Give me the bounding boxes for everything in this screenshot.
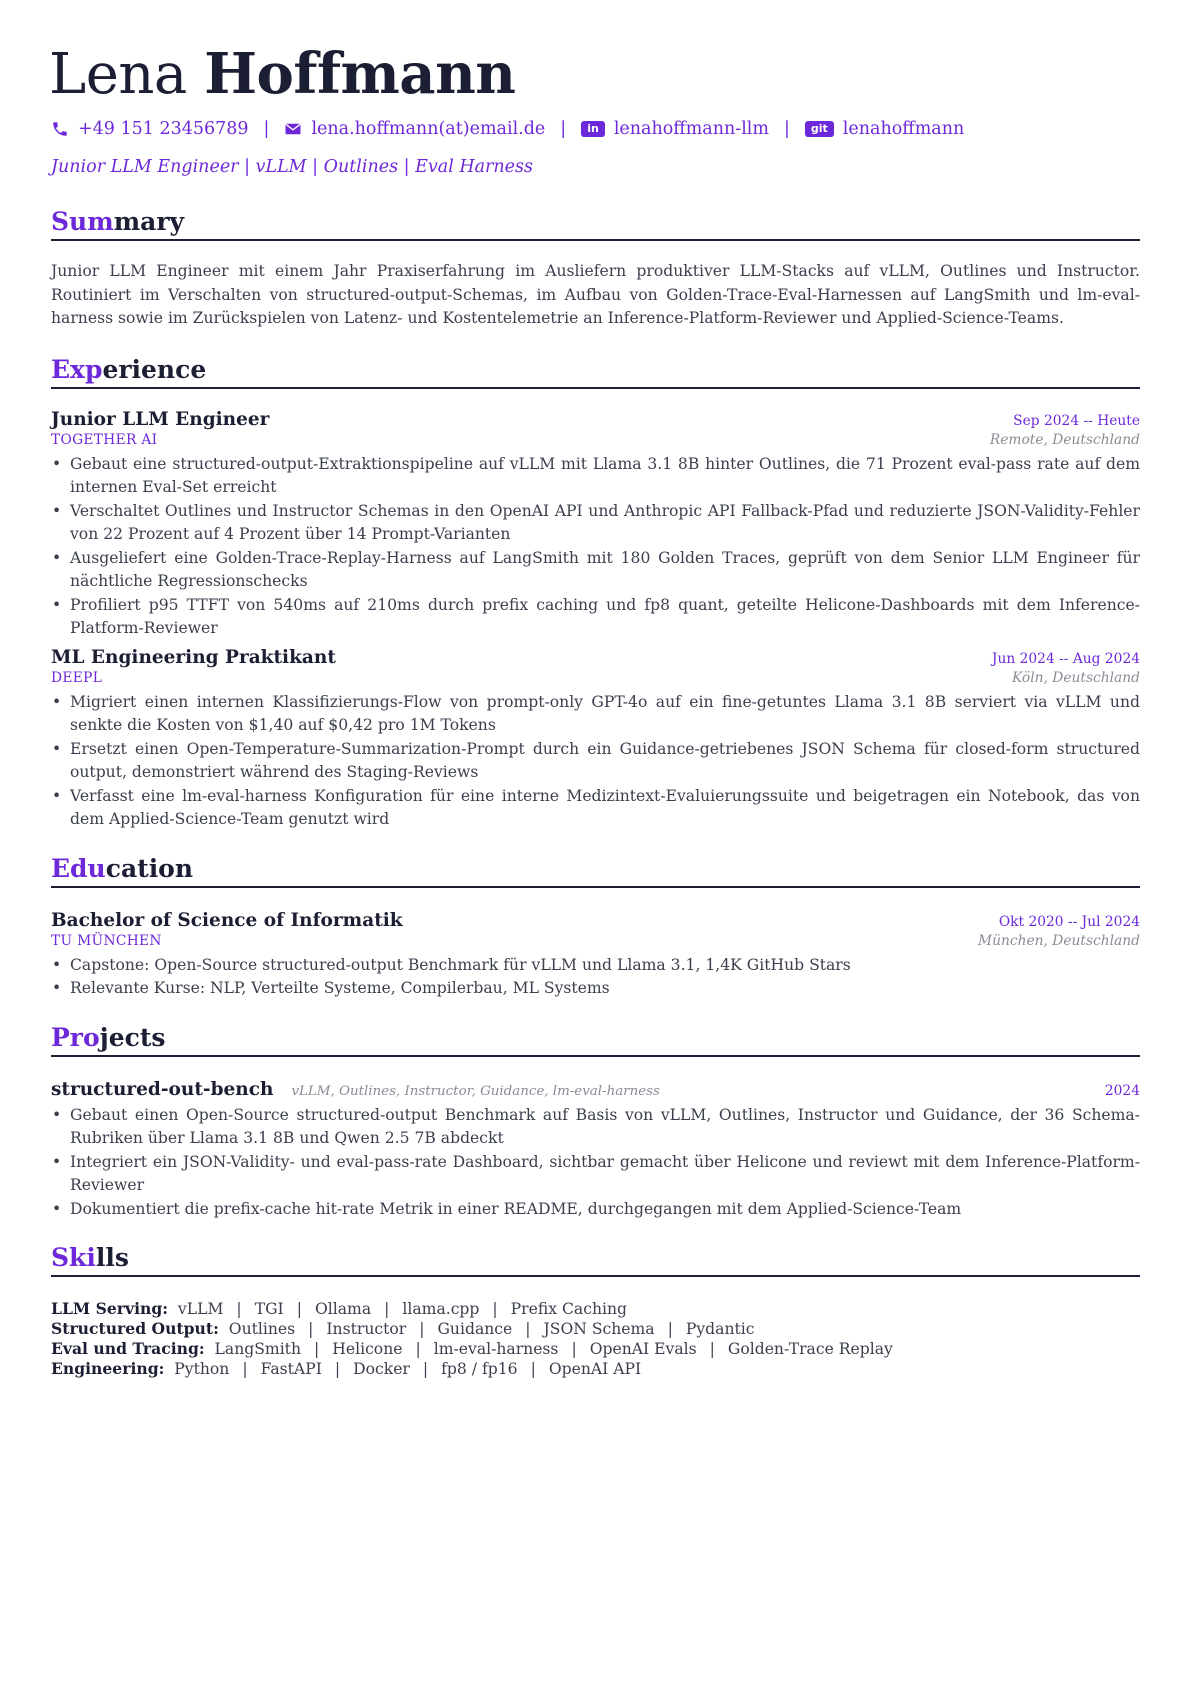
skill-row <box>51 1299 1140 1319</box>
list-item: • Ersetzt einen Open-Temperature-Summarization-Prompt durch ein Guidance-getriebenes JSON Schema für closed-form structured output, demonstriert während des Staging-Reviews <box>51 738 1140 785</box>
list-item: • Relevante Kurse: NLP, Verteilte Systeme, Compilerbau, ML Systems <box>51 977 1140 1001</box>
skills-section <box>51 1243 1140 1379</box>
skill-item: TGI <box>254 1300 284 1318</box>
linkedin-contact[interactable] <box>581 119 769 139</box>
list-item: • Profiliert p95 TTFT von 540ms auf 210ms durch prefix caching und fp8 quant, geteilte Helicone-Dashboards mit dem Inference-Platform-Reviewer <box>51 594 1140 641</box>
skill-item: Docker <box>353 1360 410 1378</box>
list-item: • Integriert ein JSON-Validity- und eval-pass-rate Dashboard, sichtbar gemacht über Helicone und reviewt mit dem Inference-Platform-Reviewer <box>51 1151 1140 1198</box>
contact-line <box>51 119 1140 139</box>
skill-item: Helicone <box>332 1340 403 1358</box>
job-title: Junior LLM Engineer <box>51 408 270 430</box>
company-name: DEEPL <box>51 669 103 686</box>
experience-entry <box>51 647 1140 832</box>
experience-entry <box>51 409 1140 641</box>
section-heading: Summary <box>51 207 1140 241</box>
skill-item: Outlines <box>228 1320 296 1338</box>
skill-item: Pydantic <box>685 1320 755 1338</box>
contact-separator: | <box>560 119 567 139</box>
skill-separator: | <box>571 1340 577 1358</box>
skill-separator: | <box>530 1360 536 1378</box>
skill-row <box>51 1339 1140 1359</box>
candidate-name <box>49 41 1140 107</box>
skill-item: Golden-Trace Replay <box>727 1340 893 1358</box>
section-heading: Skills <box>51 1243 1140 1277</box>
tagline: Junior LLM Engineer | vLLM | Outlines | Eval Harness <box>51 157 534 177</box>
skill-item: LangSmith <box>214 1340 301 1358</box>
skill-separator: | <box>419 1320 425 1338</box>
summary-section <box>51 207 1140 331</box>
education-bullets <box>51 954 1140 1001</box>
phone-contact[interactable] <box>51 119 249 139</box>
list-item: • Ausgeliefert eine Golden-Trace-Replay-Harness auf LangSmith mit 180 Golden Traces, geprüft von dem Senior LLM Engineer für nächtliche Regressionschecks <box>51 547 1140 594</box>
skill-item: Ollama <box>314 1300 372 1318</box>
education-section <box>51 854 1140 1001</box>
skill-item: lm-eval-harness <box>433 1340 559 1358</box>
projects-section <box>51 1023 1140 1222</box>
education-date: Okt 2020 -- Jul 2024 <box>998 913 1140 930</box>
github-handle: lenahoffmann <box>842 119 965 139</box>
project-entry <box>51 1079 1140 1222</box>
skill-category: LLM Serving: <box>51 1299 168 1318</box>
skill-separator: | <box>242 1360 248 1378</box>
list-item: • Verfasst eine lm-eval-harness Konfiguration für eine interne Medizintext-Evaluierungssuite und beigetragen ein Notebook, das von dem Applied-Science-Team genutzt wird <box>51 785 1140 832</box>
envelope-icon <box>284 120 302 138</box>
section-heading: Education <box>51 854 1140 888</box>
degree-title: Bachelor of Science of Informatik <box>51 909 403 931</box>
project-date: 2024 <box>1104 1082 1140 1099</box>
skill-separator: | <box>525 1320 531 1338</box>
skill-separator: | <box>334 1360 341 1378</box>
skill-category: Structured Output: <box>51 1319 219 1338</box>
skill-item: OpenAI API <box>548 1360 642 1378</box>
school-name: TU MÜNCHEN <box>51 932 162 949</box>
skill-item: Python <box>174 1360 230 1378</box>
skill-separator: | <box>492 1300 498 1318</box>
contact-separator: | <box>263 119 270 139</box>
job-bullets <box>51 691 1140 832</box>
list-item: • Dokumentiert die prefix-cache hit-rate Metrik in einer README, durchgegangen mit dem Applied-Science-Team <box>51 1198 1140 1222</box>
experience-section <box>51 355 1140 832</box>
job-location: Remote, Deutschland <box>989 431 1140 448</box>
github-contact[interactable] <box>805 119 964 139</box>
skill-category: Eval und Tracing: <box>51 1339 205 1358</box>
skill-separator: | <box>384 1300 390 1318</box>
company-name: TOGETHER AI <box>51 431 158 448</box>
skill-item: FastAPI <box>260 1360 322 1378</box>
skill-row <box>51 1319 1140 1339</box>
list-item: • Verschaltet Outlines und Instructor Schemas in den OpenAI API und Anthropic API Fallback-Pfad und reduzierte JSON-Validity-Fehler von 22 Prozent auf 4 Prozent über 14 Prompt-Varianten <box>51 500 1140 547</box>
git-icon: git <box>805 121 834 137</box>
skill-separator: | <box>308 1320 314 1338</box>
phone-number: +49 151 23456789 <box>78 119 249 139</box>
last-name: Hoffmann <box>204 41 516 107</box>
skill-item: llama.cpp <box>402 1300 480 1318</box>
skill-separator: | <box>236 1300 242 1318</box>
first-name: Lena <box>49 42 187 107</box>
skill-item: JSON Schema <box>543 1320 655 1338</box>
job-date: Jun 2024 -- Aug 2024 <box>991 650 1140 667</box>
contact-separator: | <box>783 119 790 139</box>
job-date: Sep 2024 -- Heute <box>1013 412 1140 429</box>
skill-separator: | <box>709 1340 715 1358</box>
skill-item: fp8 / fp16 <box>441 1360 518 1378</box>
job-title: ML Engineering Praktikant <box>51 646 336 668</box>
skill-item: Instructor <box>326 1320 407 1338</box>
skill-separator: | <box>415 1340 421 1358</box>
job-bullets <box>51 453 1140 641</box>
skill-separator: | <box>667 1320 673 1338</box>
project-tech: vLLM, Outlines, Instructor, Guidance, lm-eval-harness <box>291 1083 660 1099</box>
section-heading: Experience <box>51 355 1140 389</box>
skill-category: Engineering: <box>51 1359 165 1378</box>
skill-separator: | <box>314 1340 320 1358</box>
skill-separator: | <box>422 1360 429 1378</box>
job-location: Köln, Deutschland <box>1011 669 1140 686</box>
skill-item: Guidance <box>437 1320 513 1338</box>
list-item: • Gebaut eine structured-output-Extraktionspipeline auf vLLM mit Llama 3.1 8B hinter Outlines, die 71 Prozent eval-pass rate auf dem internen Eval-Set erreicht <box>51 453 1140 500</box>
email-address: lena.hoffmann(at)email.de <box>311 119 546 139</box>
school-location: München, Deutschland <box>977 932 1140 949</box>
phone-icon <box>51 120 69 138</box>
education-entry <box>51 910 1140 1001</box>
project-bullets <box>51 1104 1140 1222</box>
skill-row <box>51 1359 1140 1379</box>
list-item: • Migriert einen internen Klassifizierungs-Flow von prompt-only GPT-4o auf ein fine-getuntes Llama 3.1 8B serviert via vLLM und senkte die Kosten von $1,40 auf $0,42 pro 1M Tokens <box>51 691 1140 738</box>
list-item: • Gebaut einen Open-Source structured-output Benchmark auf Basis von vLLM, Outlines, Instructor und Guidance, der 36 Schema-Rubriken über Llama 3.1 8B und Qwen 2.5 7B abdeckt <box>51 1104 1140 1151</box>
email-contact[interactable] <box>284 119 545 139</box>
linkedin-handle: lenahoffmann-llm <box>613 119 769 139</box>
skill-item: vLLM <box>177 1300 224 1318</box>
section-heading: Projects <box>51 1023 1140 1057</box>
skills-list <box>51 1299 1140 1379</box>
skill-separator: | <box>296 1300 302 1318</box>
skill-item: Prefix Caching <box>510 1300 628 1318</box>
summary-text: Junior LLM Engineer mit einem Jahr Praxiserfahrung im Ausliefern produktiver LLM-Stacks auf vLLM, Outlines und Instructor. Routiniert im Verschalten von structured-output-Schemas, im Aufbau von Golden-Trace-Eval-Harnessen auf LangSmith und lm-eval-harness sowie im Zurückspielen von Latenz- und Kostentelemetrie an Inference-Platform-Reviewer und Applied-Science-Teams. <box>51 262 1140 327</box>
skill-item: OpenAI Evals <box>589 1340 697 1358</box>
project-name: structured-out-bench <box>51 1078 274 1100</box>
linkedin-icon: in <box>581 121 605 137</box>
list-item: • Capstone: Open-Source structured-output Benchmark für vLLM und Llama 3.1, 1,4K GitHub Stars <box>51 954 1140 978</box>
